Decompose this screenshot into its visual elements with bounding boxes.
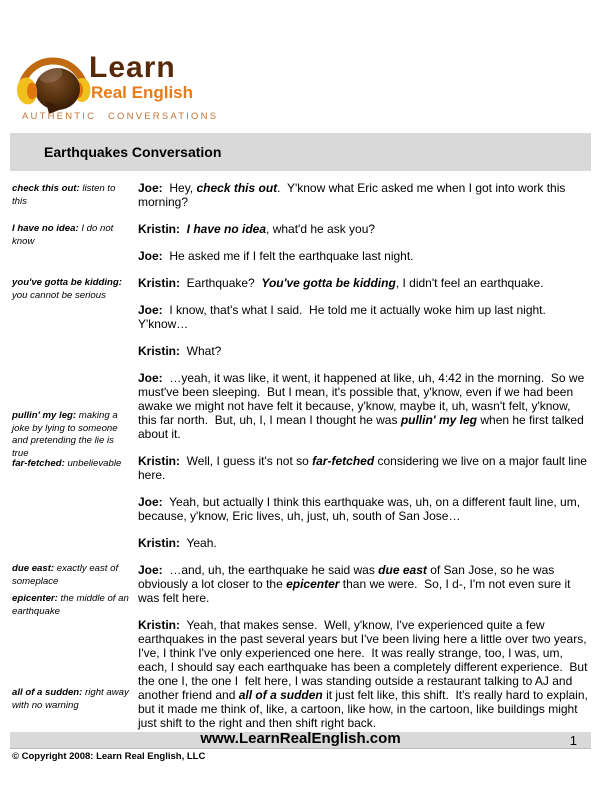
key-phrase: I have no idea [186, 222, 267, 236]
dialogue-paragraph [138, 249, 588, 263]
dialogue-column [138, 181, 592, 743]
vocab-definition: listen to this [12, 183, 116, 207]
dialogue-text: , what'd he ask you? [266, 222, 376, 236]
vocab-definition: unbelievable [64, 458, 122, 469]
speaker-label: Kristin: [138, 454, 180, 468]
dialogue-text: He asked me if I felt the earthquake last night. [169, 249, 414, 263]
key-phrase: pullin' my leg [400, 413, 478, 427]
speaker-label: Kristin: [138, 222, 180, 236]
copyright-notice: © Copyright 2008: Learn Real English, LLC [12, 751, 206, 762]
footer-bar [10, 732, 591, 749]
speaker-label: Joe: [138, 495, 163, 509]
dialogue-paragraph [138, 371, 588, 441]
dialogue-paragraph [138, 618, 592, 730]
vocab-definition: exactly east of someplace [12, 563, 119, 587]
key-phrase: check this out [196, 181, 278, 195]
vocab-definition: making a joke by lying to someone and pretending the lie is true [12, 410, 118, 459]
key-phrase: far-fetched [312, 454, 375, 468]
dialogue-text: of San Jose, so he was obviously a lot closer to the [138, 563, 558, 591]
dialogue-text: Yeah, that makes sense. Well, y'know, I've experienced quite a few earthquakes in the past several years but I've been living here a little over two years, I've, I think I've only experienced one here. It was really strange, too, I was, um, each, I should say each earthquake has been a completely different experience. But the one I, the one I felt here, I was standing outside a restaurant talking to AJ and another friend and [138, 618, 591, 702]
dialogue-text: when he first talked about it. [138, 413, 588, 441]
dialogue-paragraph [138, 181, 588, 209]
vocab-term: far-fetched: [12, 458, 65, 469]
dialogue-paragraph [138, 222, 588, 236]
dialogue-text: . Y'know what Eric asked me when I got into work this morning? [138, 181, 569, 209]
vocab-entry [12, 277, 130, 302]
dialogue-text: Well, I guess it's not so [186, 454, 313, 468]
dialogue-text: , I didn't feel an earthquake. [395, 276, 544, 290]
dialogue-text: it just felt like, this shift. It's really hard to explain, but it made me think of, like, a cartoon, like how, in the cartoon, like buildings might just shift to the right and then shift right back. [138, 688, 592, 730]
dialogue-text: Yeah, but actually I think this earthquake was, uh, on a different fault line, um, because, y'know, Eric lives, uh, just, uh, south of San Jose… [138, 495, 584, 523]
dialogue-text: …yeah, it was like, it went, it happened at like, uh, 4:42 in the morning. So we must've been sleeping. But I mean, it's possible that, y'know, even if we had been awake we might not have felt it because, y'know, maybe it, uh, wasn't felt, y'know, this far north. But, uh, I, I mean I thought he was [138, 371, 588, 427]
vocab-definition: the middle of an earthquake [12, 593, 129, 617]
vocab-entry [12, 223, 130, 248]
vocab-term: I have no idea: [12, 223, 79, 234]
speaker-label: Joe: [138, 181, 163, 195]
speaker-label: Kristin: [138, 344, 180, 358]
key-phrase: epicenter [286, 577, 340, 591]
vocab-term: all of a sudden: [12, 687, 83, 698]
dialogue-paragraph [138, 495, 588, 523]
key-phrase: You've gotta be kidding [261, 276, 396, 290]
speaker-label: Kristin: [138, 536, 180, 550]
dialogue-text: Earthquake? [186, 276, 262, 290]
dialogue-text: than we were. So, I d-, I'm not even sure it was felt here. [138, 577, 574, 605]
vocab-entry [12, 563, 130, 588]
logo-tagline: AUTHENTIC CONVERSATIONS [22, 111, 219, 122]
speaker-label: Joe: [138, 249, 163, 263]
vocab-entry [12, 410, 130, 460]
dialogue-text: Yeah. [186, 536, 217, 550]
speaker-label: Joe: [138, 371, 163, 385]
logo-title: Learn [89, 51, 176, 84]
dialogue-paragraph [138, 454, 591, 482]
key-phrase: all of a sudden [238, 688, 323, 702]
vocab-term: you've gotta be kidding: [12, 277, 122, 288]
speaker-label: Kristin: [138, 618, 180, 632]
vocab-definition: I do not know [12, 223, 114, 247]
page-title: Earthquakes Conversation [44, 144, 222, 160]
logo-subtitle: Real English [91, 83, 194, 102]
footer-website-link[interactable]: www.LearnRealEnglish.com [200, 730, 401, 747]
dialogue-text: considering we live on a major fault line here. [138, 454, 591, 482]
vocab-term: due east: [12, 563, 55, 574]
vocab-entry [12, 458, 130, 471]
dialogue-paragraph [138, 344, 588, 358]
vocab-entry [12, 183, 130, 208]
vocab-definition: right away with no warning [12, 687, 129, 711]
dialogue-paragraph [138, 303, 588, 331]
vocab-term: epicenter: [12, 593, 58, 604]
vocab-definition: you cannot be serious [12, 289, 106, 301]
dialogue-text: …and, uh, the earthquake he said was [169, 563, 379, 577]
page-number: 1 [569, 733, 577, 748]
vocab-entry [12, 687, 130, 712]
speaker-label: Joe: [138, 303, 163, 317]
dialogue-text: What? [186, 344, 222, 358]
key-phrase: due east [378, 563, 427, 577]
dialogue-text: I know, that's what I said. He told me it actually woke him up last night. Y'know… [138, 303, 553, 331]
title-bar [10, 133, 591, 171]
speaker-label: Kristin: [138, 276, 180, 290]
vocab-term: pullin' my leg: [12, 410, 77, 421]
vocab-entry [12, 593, 130, 618]
dialogue-paragraph [138, 563, 588, 605]
dialogue-paragraph [138, 536, 588, 550]
dialogue-text: Hey, [169, 181, 197, 195]
dialogue-paragraph [138, 276, 588, 290]
vocab-term: check this out: [12, 183, 80, 194]
speaker-label: Joe: [138, 563, 163, 577]
